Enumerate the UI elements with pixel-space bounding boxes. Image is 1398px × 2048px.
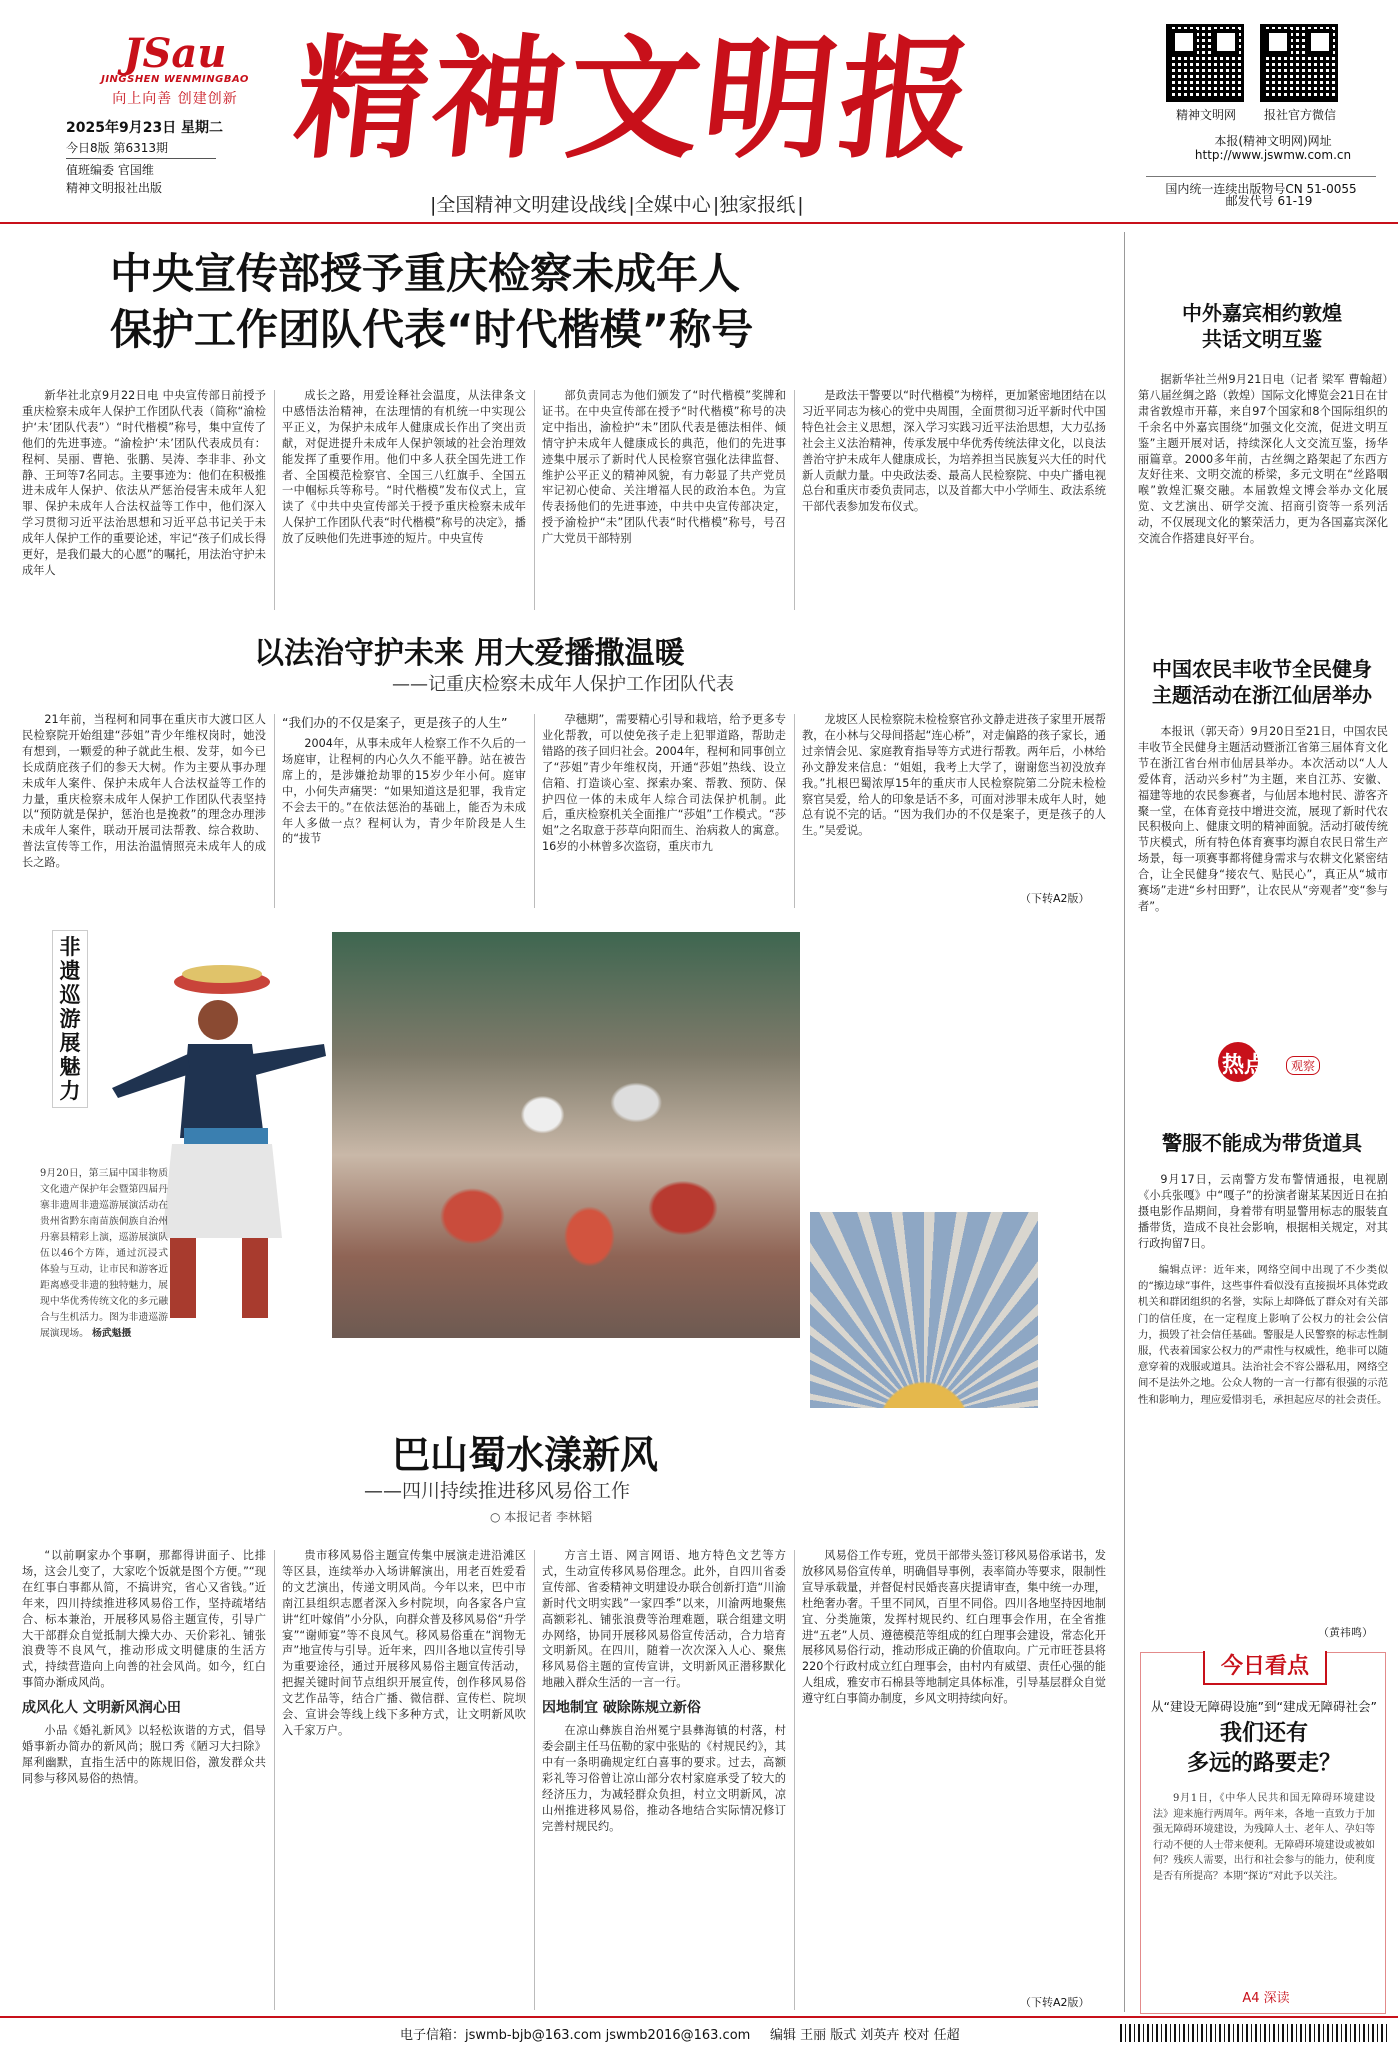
issue-editor: 值班编委 官国维 bbox=[66, 158, 216, 178]
arm bbox=[252, 1044, 326, 1076]
story2-column: 龙坡区人民检察院未检检察官孙文静走进孩子家里开展帮教，在小林与父母间搭起“连心桥”，对走偏路的孩子家长，通过亲情会见、家庭教育指导等方式进行帮教。两年后，小林给孙文静发来信息：“姐姐，我考上大学了，谢谢您当初没放弃我。”扎根巴蜀浓厚15年的重庆市人民检察院第二分院未检检察官吴爱，给人的印象是话不多，可面对涉罪未成年人时，她总有说不完的话。“因为我们办的不仅是案子，更是孩子的人生。”吴爱说。 bbox=[802, 713, 1106, 838]
story3-column: “以前啊家办个事啊，那都得讲面子、比排场，这会儿变了，大家吃个饭就是图个方便。”“现在红事白事都从简，不搞讲究，省心又省钱。”近年来，四川持续推进移风易俗工作，坚持疏堵结合、标本兼治，开展移风易俗主题宣传，引导广大干部群众自觉抵制大操大办、天价彩礼、铺张浪费等不良风气，推动形成文明健康的生活方式，持续营造向上向善的社会风尚。如今，红白事简办渐成风尚。 成风化人 文明新风润心田 小品《婚礼新风》以轻松诙谐的方式，倡导婚事新办简办的新风尚；脱口秀《陋习大扫除》犀利幽默，直指生活中的陈规旧俗，激发群众共同参与移风易俗的热情。 bbox=[22, 1549, 266, 1785]
brief3-comment: 编辑点评：近年来，网络空间中出现了不少类似的“擦边球”事件，这些事件看似没有直接损坏具体党政机关和群团组织的名誉，实际上却降低了群众对有关部门的信任度，在一定程度上影响了公权力的社会公信力，损毁了社会信任基础。警服是人民警察的标志性制服，代表着国家公权力的严肃性与权威性，绝非可以随意穿着的戏服或道具。法治社会不容公器私用，网络空间不是法外之地。公众人物的一言一行都有很强的示范性和影响力，理应爱惜羽毛，承担起应尽的社会责任。 bbox=[1138, 1264, 1388, 1406]
head bbox=[198, 1000, 238, 1040]
story2-column: 孕穗期”，需要精心引导和栽培，给予更多专业化帮教，可以使免孩子走上犯罪道路，帮助走错路的孩子回归社会。2004年，程柯和同事创立了“莎姐”青少年维权岗，开通“莎姐”热线、设立信箱、打造谈心室、探索办案、帮教、预防、保护四位一体的未成年人综合司法保护机制。此后，重庆检察机关全面推广“莎姐”工作模式。“莎姐”之名取意于莎草向阳而生、治病救人的寓意。16岁的小林曾多次盗窃，重庆市九 bbox=[542, 713, 786, 854]
site-url[interactable]: http://www.jswmw.com.cn bbox=[1194, 148, 1352, 162]
today-body: 9月1日，《中华人民共和国无障碍环境建设法》迎来施行两周年。两年来，各地一直致力于加强无障碍环境建设，为残障人士、老年人、孕妇等行动不便的人士带来便利。无障碍环境建设或被如何？残疾人需要，出行和社会参与的能力，使利度是否有所提高？本期“探访”对此予以关注。 bbox=[1153, 1793, 1375, 1882]
newspaper-logo bbox=[70, 30, 280, 110]
brief3-body: 9月17日，云南警方发布警情通报，电视剧《小兵张嘎》中“嘎子”的扮演者谢某某因近日在拍摄电影作品期间，身着带有明显警用标志的服装直播带货，造成不良社会影响，根据相关规定，对其行政拘留7日。 bbox=[1138, 1173, 1388, 1250]
cn-number: 国内统一连续出版物号CN 51-0055 bbox=[1146, 176, 1376, 197]
logo-mark: JSau bbox=[123, 30, 227, 77]
issue-info bbox=[66, 117, 266, 196]
tagline-item: |全媒中心 bbox=[628, 194, 711, 216]
photo-caption: 9月20日，第三届中国非物质文化遗产保护年会暨第四届丹寨非遗周非遗巡游展演活动在贵州省黔东南苗族侗族自治州丹寨县精彩上演，巡游展演队伍以46个方阵，通过沉浸式体验与互动，让市民和游客近距离感受非遗的独特魅力，展现中华优秀传统文化的多元融合与生机活力。图为非遗巡游展演现场。 杨武魁摄 bbox=[40, 1168, 168, 1339]
story3-section-head: 成风化人 文明新风润心田 bbox=[22, 1700, 181, 1717]
today-title: 我们还有 多远的路要走？ bbox=[1186, 1721, 1341, 1776]
continued-note: （下转A2版） bbox=[1020, 1996, 1090, 2009]
badge-main-text: 热点 bbox=[1222, 1053, 1267, 1078]
sash bbox=[184, 1128, 268, 1144]
story2-title: 以法治守护未来 用大爱播撒温暖 bbox=[254, 636, 685, 671]
paper-title: 精神文明报 bbox=[287, 22, 985, 177]
arm bbox=[112, 1054, 190, 1098]
brief3-credit: （黄祎鸣） bbox=[1318, 1626, 1373, 1639]
story3-subtitle: ——四川持续推进移风易俗工作 bbox=[364, 1480, 631, 1502]
today-kicker: 从“建设无障碍设施”到“建成无障碍社会” bbox=[1151, 1699, 1377, 1714]
lead-headline-line: 中央宣传部授予重庆检察未成年人 bbox=[110, 249, 741, 298]
jacket bbox=[180, 1044, 264, 1138]
photo-feature bbox=[0, 922, 810, 1412]
issue-meta: 今日8版 第6313期 bbox=[66, 141, 168, 155]
photo-inset-ring[interactable] bbox=[806, 1212, 1038, 1408]
story3-column: 贵市移风易俗主题宣传集中展演走进沿滩区等区县，连续举办入场讲解演出，用老百姓爱看的文艺演出，传递文明风尚。今年以来，巴中市南江县组织志愿者深入乡村院坝，向各家各户宣讲“红叶嫁俏”小分队，向群众普及移风易俗“升学宴”“谢师宴”等不良风气。移风易俗重在“润物无声”地宣传与引导。近年来，四川各地以宣传引导为重要途径，通过开展移风易俗主题宣传活动，把握关键时间节点组织开展宣传，创作移风易俗文艺作品等，结合广播、微信群、宣传栏、院坝会、宣讲会等线上线下多种方式，让文明新风吹入千家万户。 bbox=[282, 1549, 526, 1737]
tagline-item: | bbox=[797, 194, 804, 216]
brief3-title: 警服不能成为带货道具 bbox=[1162, 1131, 1362, 1155]
lead-column: 成长之路，用爱诠释社会温度，从法律条文中感悟法治精神，在法理情的有机统一中实现公平正义，为保护未成年人健康成长作出了突出贡献，对促进提升未成年人保护领域的社会治理效能发挥了重要作用。他们中多人获全国先进工作者、全国模范检察官、全国三八红旗手、全国五一中帼标兵等称号。“时代楷模”发布仪式上，宣读了《中共中央宣传部关于授予重庆检察未成年人保护工作团队代表“时代楷模”称号的决定》，播放了反映他们先进事迹的短片。中央宣传 bbox=[282, 389, 526, 546]
masthead-tagline bbox=[430, 190, 990, 217]
hot-topic-badge bbox=[1218, 1042, 1328, 1082]
lead-headline-line: 保护工作团队代表“时代楷模”称号 bbox=[110, 305, 754, 354]
barcode-icon bbox=[1120, 2024, 1390, 2042]
story2-column: 21年前，当程柯和同事在重庆市大渡口区人民检察院开始组建“莎姐”青少年维权岗时，她没有想到，一颗爱的种子就此生根、发芽，如今已长成荫庇孩子们的参天大树。作为主要从事办理未成年人案件、保护未成年人合法权益等工作的力量，重庆检察未成年人保护工作团队代表坚持以“预防就是保护，惩治也是挽救”的理念办理涉未成年人案件，联动开展司法帮教、综合救助、普法宣传等工作，用法治温情照亮未成年人的成长之路。 bbox=[22, 713, 266, 870]
story3-column: 方言土语、网言网语、地方特色文艺等方式，生动宣传移风易俗理念。此外，自四川省委宣传部、省委精神文明建设办联合创新打造“川渝新时代文明实践”一家四季”以来，川渝两地聚焦高额彩礼、铺张浪费等治理难题，联合组建文明办网络，协同开展移风易俗宣传活动，合力培育文明新风。在四川，随着一次次深入人心、聚焦移风易俗主题的宣传宣讲，文明新风正潜移默化地融入群众生活的一言一行。 因地制宜 破除陈规立新俗 在凉山彝族自治州冕宁县彝海镇的村落，村委会副主任马伍勒的家中张贴的《村规民约》，其中有一条明确规定红白喜事的要求。过去，高额彩礼等习俗曾让凉山部分农村家庭承受了较大的经济压力，为减轻群众负担，村立文明新风，凉山州推进移风易俗，推动各地结合实际情况修订完善村规民约。 bbox=[542, 1549, 786, 1833]
qr-label: 精神文明网 bbox=[1175, 108, 1236, 122]
story3-title: 巴山蜀水漾新风 bbox=[392, 1433, 659, 1477]
brief1-title: 中外嘉宾相约敦煌 共话文明互鉴 bbox=[1182, 301, 1342, 351]
footer-staff: 编辑 王丽 版式 刘英卉 校对 任超 bbox=[770, 2028, 960, 2043]
photo-credit: 杨武魁摄 bbox=[92, 1328, 132, 1339]
badge-sub-text: 观察 bbox=[1286, 1056, 1320, 1075]
masthead bbox=[0, 0, 1398, 222]
issue-publisher: 精神文明报社出版 bbox=[66, 181, 163, 195]
qr-code-icon[interactable] bbox=[1166, 24, 1244, 102]
brief2-title: 中国农民丰收节全民健身 主题活动在浙江仙居举办 bbox=[1152, 657, 1372, 707]
issue-date: 2025年9月23日 星期二 bbox=[66, 120, 224, 136]
logo-slogan: 向上向善 创建创新 bbox=[112, 91, 238, 107]
story3-column: 风易俗工作专班，党员干部带头签订移风易俗承诺书，发放移风易俗宣传单，明确倡导事例，表率简办等要求，限制性宣导承载量，并督促村民婚丧喜庆提请审查，集中统一办理，杜绝奢办奢。千里不同风，百里不同俗。四川各地坚持因地制宜、分类施策，发挥村规民约、红白理事会作用，在全省推进“五老”人员、遵德模范等组成的红白理事会建设，常态化开展移风易俗行动，推动形成正确的价值取向。广元市旺苍县将220个行政村成立红白理事会，由村内有威望、责任心强的能人组成，雅安市石棉县等地制定具体标准，引导基层群众自觉遵守红白事简办制度，乡风文明持续向好。 bbox=[802, 1549, 1106, 1706]
brief1-body: 据新华社兰州9月21日电（记者 梁军 曹翰超）第八届丝绸之路（敦煌）国际文化博览会21日在甘肃省敦煌市开幕，来自97个国家和8个国际组织的千余名中外嘉宾围绕“加强文化交流，促进文明互鉴”主题开展对话，持续深化人文交流互鉴，扬华丽篇章。2000多年前，古丝绸之路架起了东西方友好往来、文明交流的桥梁，多元文明在“丝路咽喉”敦煌汇聚交融。本届敦煌文博会举办文化展览、文艺演出、研学交流、招商引资等一系列活动，不仅展现文化的繁荣活力，更为各国嘉宾深化交流合作搭建良好平台。 bbox=[1138, 373, 1388, 546]
story3-section-head: 因地制宜 破除陈规立新俗 bbox=[542, 1700, 701, 1717]
lead-headline bbox=[110, 246, 970, 358]
continued-note: （下转A2版） bbox=[1020, 892, 1090, 905]
hat-disc bbox=[182, 965, 262, 983]
post-code: 邮发代号 61-19 bbox=[1225, 194, 1313, 208]
parade-photo[interactable] bbox=[332, 932, 800, 1338]
today-highlight-box[interactable] bbox=[1140, 1652, 1386, 2014]
trousers bbox=[162, 1144, 282, 1238]
site-label: 本报(精神文明网)网址 bbox=[1214, 134, 1332, 148]
today-head: 今日看点 bbox=[1203, 1651, 1327, 1685]
page-footer bbox=[0, 2016, 1398, 2048]
today-page-link[interactable]: A4 深读 bbox=[1242, 1991, 1290, 2006]
story3-byline: ○ 本报记者 李林韬 bbox=[490, 1510, 593, 1524]
footer-email: 电子信箱：jswmb-bjb@163.com jswmb2016@163.com bbox=[400, 2028, 751, 2043]
story2-quote: “我们办的不仅是案子，更是孩子的人生” bbox=[282, 715, 508, 730]
masthead-divider bbox=[0, 222, 1398, 224]
tagline-item: |全国精神文明建设战线 bbox=[430, 194, 627, 216]
logo-pinyin: JINGSHEN WENMINGBAO bbox=[101, 74, 249, 85]
story2-subtitle: ——记重庆检察未成年人保护工作团队代表 bbox=[392, 674, 734, 695]
qr-block bbox=[1160, 24, 1380, 208]
qr-label: 报社官方微信 bbox=[1263, 108, 1336, 122]
qr-code-icon[interactable] bbox=[1260, 24, 1338, 102]
brief2-body: 本报讯（郭天奇）9月20日至21日，中国农民丰收节全民健身主题活动暨浙江省第三届体育文化节在浙江省台州市仙居县举办。本次活动以“人人爱体育，活动兴乡村”为主题，来自江苏、安徽、福建等地的农民参赛者，与仙居本地村民、游客齐聚一堂，在体育竞技中增进交流，展现了新时代农民积极向上、健康文明的精神面貌。活动打破传统节庆模式，所有特色体育赛事均源自农民日常生产场景，每一项赛事都将健身需求与农耕文化紧密结合，让全民健身“接农气、贴民心”，真正从“城市赛场”走进“乡村田野”，让农民从“旁观者”变“参与者”。 bbox=[1138, 725, 1388, 913]
leg bbox=[242, 1238, 268, 1318]
story2-column: “我们办的不仅是案子，更是孩子的人生” 2004年，从事未成年人检察工作不久后的一场庭审，让程柯的内心久久不能平静。站在被告席上的，是涉嫌抢劫罪的15岁少年小何。庭审中，小何失声痛哭：“如果知道这是犯罪，我肯定不会去干的。”在依法惩治的基础上，能否为未成年人多做一点？程柯认为，青少年阶段是人生的“拔节 bbox=[282, 715, 526, 846]
lead-column: 是政法干警要以“时代楷模”为榜样，更加紧密地团结在以习近平同志为核心的党中央周围，全面贯彻习近平新时代中国特色社会主义思想，深入学习实践习近平法治思想，大力弘扬社会主义法治精神，传承发展中华优秀传统法律文化，以良法善治守护未成年人健康成长，为培养担当民族复兴大任的时代新人贡献力量。中央政法委、最高人民检察院、中央广播电视总台和重庆市委负责同志，以及首都大中小学师生、政法系统干部代表参加发布仪式。 bbox=[802, 389, 1106, 514]
lead-column: 新华社北京9月22日电 中央宣传部日前授予重庆检察未成年人保护工作团队代表（简称“渝检护‘未’团队代表”）“时代楷模”称号，集中宣传了他们的先进事迹。“渝检护‘未’团队代表成员有：程柯、吴丽、曹艳、张鹏、吴涛、李非非、孙文静、王珂等7名同志。主要事迹为：他们在积极推进未成年人保护、依法从严惩治侵害未成年人犯罪、保护未成年人合法权益等工作中，他们深入学习贯彻习近平法治思想和习近平总书记关于未成年人保护工作的重要论述，牢记“孩子们成长得更好，是我们最大的心愿”的嘱托，用法治守护未成年人 bbox=[22, 389, 266, 577]
lead-column: 部负责同志为他们颁发了“时代楷模”奖牌和证书。在中央宣传部在授予“时代楷模”称号的决定中指出，渝检护“未”团队代表是德法相伴、倾情守护未成年人健康成长的典范，他们的先进事迹集中展示了新时代人民检察官强化法律监督、维护公平正义的精神风貌，有力彰显了共产党员牢记初心使命、关注增福人民的政治本色。为宣传表扬他们的先进事迹，中共中央宣传部决定，授予渝检护“未”团队代表“时代楷模”称号，号召广大党员干部特别 bbox=[542, 389, 786, 546]
feature-tag: 非遗巡游展魅力 bbox=[52, 930, 88, 1108]
tagline-item: |独家报纸 bbox=[712, 194, 796, 216]
leg bbox=[170, 1238, 196, 1318]
